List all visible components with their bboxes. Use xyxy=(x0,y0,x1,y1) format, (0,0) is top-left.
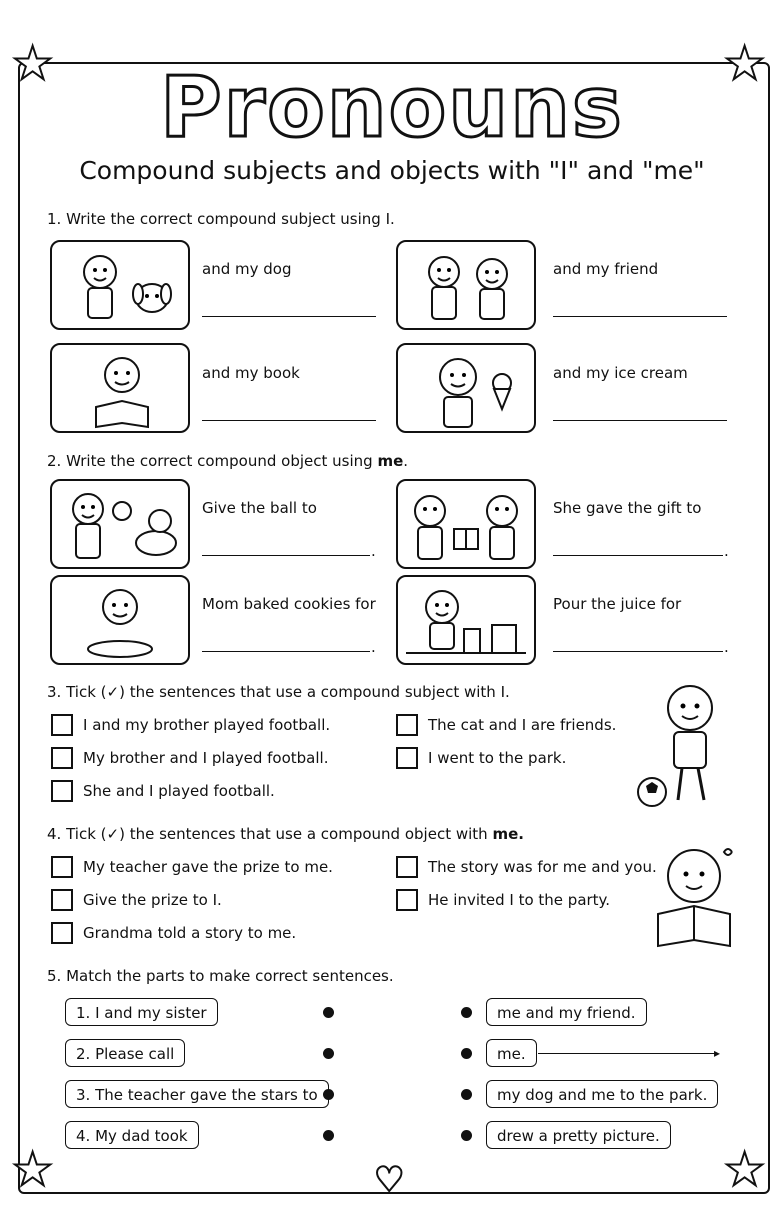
match-right-3[interactable]: my dog and me to the park. xyxy=(486,1080,718,1108)
image-girl-waving-with-dog xyxy=(50,240,190,330)
prompt-and-my-ice-cream: and my ice cream xyxy=(553,364,688,382)
checkbox[interactable] xyxy=(51,922,73,944)
prompt-she-gave-the-gift-to: She gave the gift to xyxy=(553,499,702,517)
match-dot-left[interactable] xyxy=(323,1089,334,1100)
star-icon: ★ xyxy=(12,36,54,90)
answer-line[interactable] xyxy=(553,420,727,421)
arrow-right-icon: ▸ xyxy=(714,1046,721,1060)
image-two-girls-with-gift xyxy=(396,479,536,569)
sentence-option: She and I played football. xyxy=(83,782,275,800)
section3-heading: 3. Tick (✓) the sentences that use a compound subject with I. xyxy=(47,683,510,701)
match-left-4[interactable]: 4. My dad took xyxy=(65,1121,199,1149)
image-boy-with-juice xyxy=(396,575,536,665)
star-icon: ★ xyxy=(724,1142,766,1196)
prompt-pour-the-juice-for: Pour the juice for xyxy=(553,595,682,613)
image-girl-reading xyxy=(652,838,738,958)
image-girl-with-cookies xyxy=(50,575,190,665)
sentence-end: . xyxy=(724,638,729,656)
sentence-option: Grandma told a story to me. xyxy=(83,924,297,942)
image-girl-with-ice-cream xyxy=(396,343,536,433)
answer-line[interactable] xyxy=(202,316,376,317)
match-right-2[interactable]: me. xyxy=(486,1039,537,1067)
checkbox[interactable] xyxy=(51,856,73,878)
checkbox[interactable] xyxy=(51,747,73,769)
match-dot-right[interactable] xyxy=(461,1007,472,1018)
match-dot-right[interactable] xyxy=(461,1130,472,1141)
answer-line[interactable] xyxy=(553,651,723,652)
heart-icon: ♥ xyxy=(374,1160,405,1200)
match-left-1[interactable]: 1. I and my sister xyxy=(65,998,218,1026)
image-two-boys-waving xyxy=(396,240,536,330)
page-subtitle: Compound subjects and objects with "I" and "me" xyxy=(79,156,705,185)
sentence-option: The story was for me and you. xyxy=(428,858,657,876)
sentence-option: I and my brother played football. xyxy=(83,716,331,734)
prompt-give-the-ball-to: Give the ball to xyxy=(202,499,317,517)
sentence-option: The cat and I are friends. xyxy=(428,716,617,734)
image-girl-reading-book xyxy=(50,343,190,433)
checkbox[interactable] xyxy=(396,889,418,911)
sentence-end: . xyxy=(371,542,376,560)
match-guide-line xyxy=(538,1053,718,1054)
match-dot-right[interactable] xyxy=(461,1048,472,1059)
prompt-and-my-dog: and my dog xyxy=(202,260,292,278)
match-right-1[interactable]: me and my friend. xyxy=(486,998,647,1026)
answer-line[interactable] xyxy=(553,316,727,317)
section2-heading: 2. Write the correct compound object using me. xyxy=(47,452,409,470)
prompt-and-my-friend: and my friend xyxy=(553,260,659,278)
match-left-2[interactable]: 2. Please call xyxy=(65,1039,185,1067)
sentence-option: I went to the park. xyxy=(428,749,567,767)
prompt-mom-baked-cookies-for: Mom baked cookies for xyxy=(202,595,376,613)
match-dot-right[interactable] xyxy=(461,1089,472,1100)
image-boy-with-ball-and-dog xyxy=(50,479,190,569)
star-icon: ★ xyxy=(12,1142,54,1196)
sentence-end: . xyxy=(371,638,376,656)
checkbox[interactable] xyxy=(396,714,418,736)
star-icon: ★ xyxy=(724,36,766,90)
sentence-option: My teacher gave the prize to me. xyxy=(83,858,333,876)
checkbox[interactable] xyxy=(51,714,73,736)
sentence-end: . xyxy=(724,542,729,560)
sentence-option: My brother and I played football. xyxy=(83,749,329,767)
sentence-option: Give the prize to I. xyxy=(83,891,222,909)
answer-line[interactable] xyxy=(202,555,370,556)
section1-heading: 1. Write the correct compound subject using I. xyxy=(47,210,395,228)
section4-heading: 4. Tick (✓) the sentences that use a compound object with me. xyxy=(47,825,524,843)
match-dot-left[interactable] xyxy=(323,1130,334,1141)
answer-line[interactable] xyxy=(553,555,723,556)
match-right-4[interactable]: drew a pretty picture. xyxy=(486,1121,671,1149)
answer-line[interactable] xyxy=(202,651,370,652)
checkbox[interactable] xyxy=(51,889,73,911)
match-dot-left[interactable] xyxy=(323,1007,334,1018)
section5-heading: 5. Match the parts to make correct sentences. xyxy=(47,967,394,985)
page-title: Pronouns xyxy=(160,58,624,156)
checkbox[interactable] xyxy=(51,780,73,802)
checkbox[interactable] xyxy=(396,856,418,878)
checkbox[interactable] xyxy=(396,747,418,769)
match-dot-left[interactable] xyxy=(323,1048,334,1059)
image-boy-with-football xyxy=(632,680,732,816)
prompt-and-my-book: and my book xyxy=(202,364,300,382)
sentence-option: He invited I to the party. xyxy=(428,891,611,909)
answer-line[interactable] xyxy=(202,420,376,421)
match-left-3[interactable]: 3. The teacher gave the stars to xyxy=(65,1080,329,1108)
